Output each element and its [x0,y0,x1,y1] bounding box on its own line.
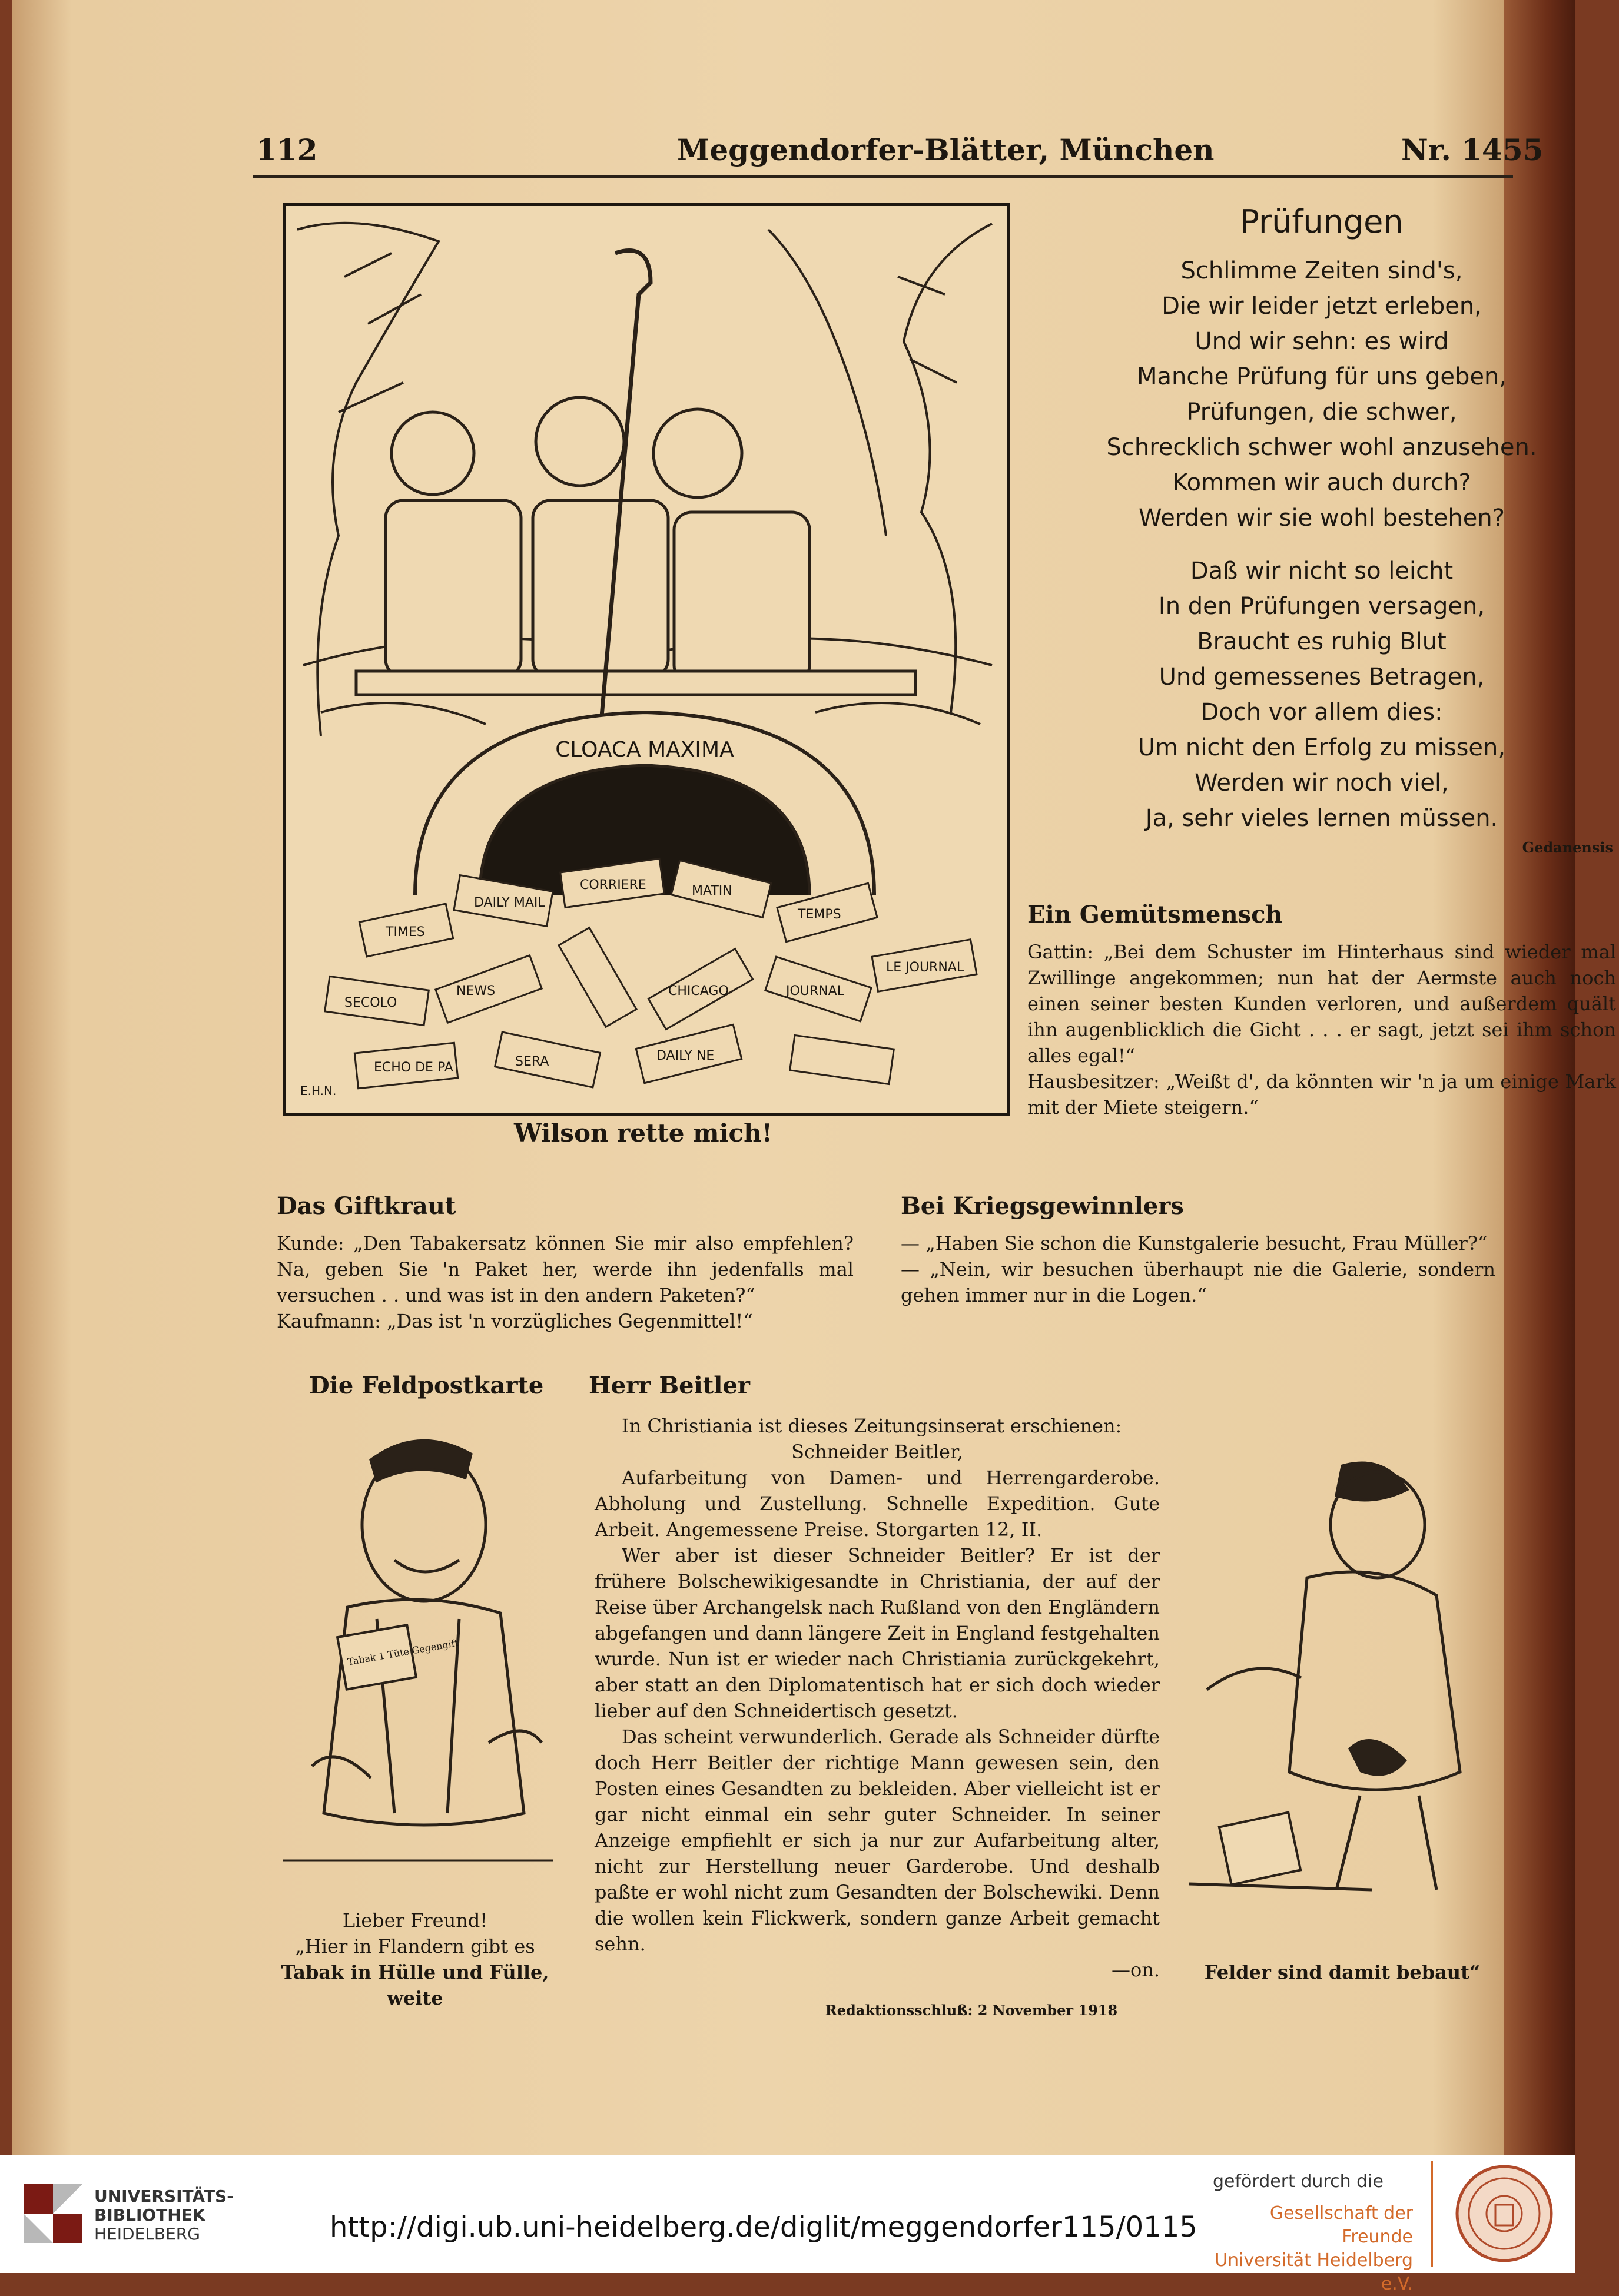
newspaper-label: LE JOURNAL [886,960,964,975]
giftkraut-title: Das Giftkraut [277,1192,456,1220]
poem-line: Um nicht den Erfolg zu missen, [1137,734,1506,761]
main-cartoon [283,203,1010,1116]
kriegsgewinnlers-title: Bei Kriegsgewinnlers [901,1192,1184,1220]
dialogue-question: — „Haben Sie schon die Kunstgalerie besucht, Frau Müller?“ [901,1232,1488,1255]
gemuetsmensch-text [1027,939,1616,1120]
beitler-ad-name: Schneider Beitler, [791,1441,963,1463]
kriegsgewinnlers-text [901,1230,1495,1308]
newspaper-label: DAILY NE [656,1049,715,1063]
sponsor-intro: gefördert durch die [1213,2171,1384,2192]
issue-number: Nr. 1455 [1401,132,1544,167]
newspaper-label: SERA [515,1054,549,1069]
giftkraut-text [277,1230,854,1334]
soldier-drawing [265,1413,571,1896]
figure-drawing-right [1183,1442,1489,1913]
beitler-paragraph-1: Wer aber ist dieser Schneider Beitler? Er ist der frühere Bolschewikigesandte in Christiania, der auf der Reise über Archangelsk nach Rußland von den Engländern abgefangen und dann längere Zeit in England festgehalten wurde. Nun ist er wieder nach Christiania zurückgekehrt, aber statt an den Diplomatentisch hat er sich doch wieder lieber auf den Schneidertisch gesetzt. [595,1544,1160,1722]
newspaper-label: CORRIERE [580,878,646,892]
footer-bar [0,2155,1575,2294]
poem-line: Manche Prüfung für uns geben, [1136,363,1507,390]
dialogue-answer: — „Nein, wir besuchen überhaupt nie die Galerie, sondern gehen immer nur in die Logen.“ [901,1258,1495,1306]
postcard-text: Tabak 1 Tüte Gegengift [347,1637,460,1668]
poem-line: Die wir leider jetzt erleben, [1162,293,1482,320]
dialogue-merchant: Kaufmann: „Das ist 'n vorzügliches Gegenmittel!“ [277,1310,753,1332]
sponsor-name [1213,2202,1413,2296]
feldpostkarte-title: Die Feldpostkarte [309,1372,544,1399]
poem-stanza-1 [1024,253,1619,536]
main-cartoon-caption: Wilson rette mich! [513,1119,773,1147]
beitler-title: Herr Beitler [589,1372,750,1399]
newspaper-label: NEWS [456,984,496,998]
newspaper-label: TIMES [386,925,425,940]
gemuetsmensch-title: Ein Gemütsmensch [1027,901,1283,928]
poem-line: Werden wir sie wohl bestehen? [1139,505,1505,532]
library-name-line: HEIDELBERG [94,2224,200,2244]
library-logo-icon [24,2184,82,2243]
dialogue-landlord: Hausbesitzer: „Weißt d', da könnten wir 'n ja um einige Mark mit der Miete steigern.“ [1027,1070,1616,1119]
sponsor-name-line: Universität Heidelberg e.V. [1215,2250,1413,2294]
poem-line: Und gemessenes Betragen, [1159,663,1485,691]
sponsor-name-line: Gesellschaft der Freunde [1269,2203,1413,2247]
poem-line: Werden wir noch viel, [1195,769,1449,797]
beitler-author: —on. [1111,1959,1160,1981]
poem-line: Kommen wir auch durch? [1172,469,1471,496]
poem-title: Prüfungen [1240,203,1404,240]
poem-line: Daß wir nicht so leicht [1190,558,1454,585]
library-name-line: BIBLIOTHEK [94,2205,205,2225]
feldpostkarte-caption-right: Felder sind damit bebaut“ [1204,1961,1481,1983]
redaktionsschluss: Redaktionsschluß: 2 November 1918 [825,2002,1118,2019]
poem-line: Doch vor allem dies: [1200,699,1443,726]
permalink-url[interactable]: http://digi.ub.uni-heidelberg.de/diglit/meggendorfer115/0115 [330,2211,1197,2244]
beitler-ad-text: Aufarbeitung von Damen- und Herrengarderobe. Abholung und Zustellung. Schnelle Expedition. Gute Arbeit. Angemessene Preise. Storgarten 12, II. [595,1466,1160,1541]
cartoon-signature: E.H.N. [300,1084,337,1098]
poem-line: Und wir sehn: es wird [1195,328,1449,355]
newspaper-label: TEMPS [798,907,841,922]
beitler-intro: In Christiania ist dieses Zeitungsinserat erschienen: [622,1415,1122,1437]
university-seal-icon [1454,2164,1554,2264]
poem-line: Ja, sehr vieles lernen müssen. [1145,805,1498,832]
poem-line: Schrecklich schwer wohl anzusehen. [1106,434,1537,461]
feldpostkarte-caption-3: Tabak in Hülle und Fülle, weite [281,1961,549,2009]
magazine-title: Meggendorfer-Blätter, München [677,132,1215,167]
beitler-article [595,1413,1160,1983]
library-name [94,2187,234,2244]
newspaper-label: SECOLO [344,996,397,1010]
dialogue-customer: Kunde: „Den Tabakersatz können Sie mir also empfehlen? Na, geben Sie 'n Paket her, werde ihn jedenfalls mal versuchen . . und was ist in den andern Paketen?“ [277,1232,854,1306]
poem-stanza-2 [1024,553,1619,836]
footer-divider [1431,2161,1433,2267]
poem-line: Prüfungen, die schwer, [1186,399,1457,426]
poem-line: Schlimme Zeiten sind's, [1180,257,1463,284]
beitler-paragraph-2: Das scheint verwunderlich. Gerade als Schneider dürfte doch Herr Beitler der richtige Mann gewesen sein, den Posten eines Gesandten zu bekleiden. Aber vielleicht ist er gar nicht einmal ein sehr guter Schneider. In seiner Anzeige empfiehlt er sich ja nur zur Aufarbeitung alter, nicht zur Herstellung neuer Garderobe. Und deshalb paßte er wohl nicht zum Gesandten der Bolschewiki. Denn die wollen kein Flickwerk, sondern ganze Arbeit gemacht sehn. [595,1726,1160,1955]
cartoon-drawing [286,206,1007,1113]
arch-label: CLOACA MAXIMA [555,738,734,762]
newspaper-label: DAILY MAIL [474,895,545,910]
page-number: 112 [256,132,318,167]
poem-author: Gedanensis [1522,839,1613,856]
poem-line: In den Prüfungen versagen, [1158,593,1485,620]
poem-line: Braucht es ruhig Blut [1197,628,1447,655]
library-name-line: UNIVERSITÄTS- [94,2186,234,2206]
newspaper-label: ECHO DE PA [374,1060,453,1075]
newspaper-label: CHICAGO [668,984,729,998]
newspaper-label: MATIN [692,884,732,898]
feldpostkarte-caption-1: Lieber Freund! [342,1909,488,1932]
dialogue-wife: Gattin: „Bei dem Schuster im Hinterhaus sind wieder mal Zwillinge angekommen; nun hat der Aermste auch noch einen seiner besten Kunden verloren, und außerdem quält ihn augenblicklich die Gicht . . . er sagt, jetzt sei ihm schon alles egal!“ [1027,941,1616,1067]
newspaper-label: JOURNAL [786,984,844,998]
header-rule [253,175,1513,178]
feldpostkarte-caption-2: „Hier in Flandern gibt es [295,1935,535,1957]
